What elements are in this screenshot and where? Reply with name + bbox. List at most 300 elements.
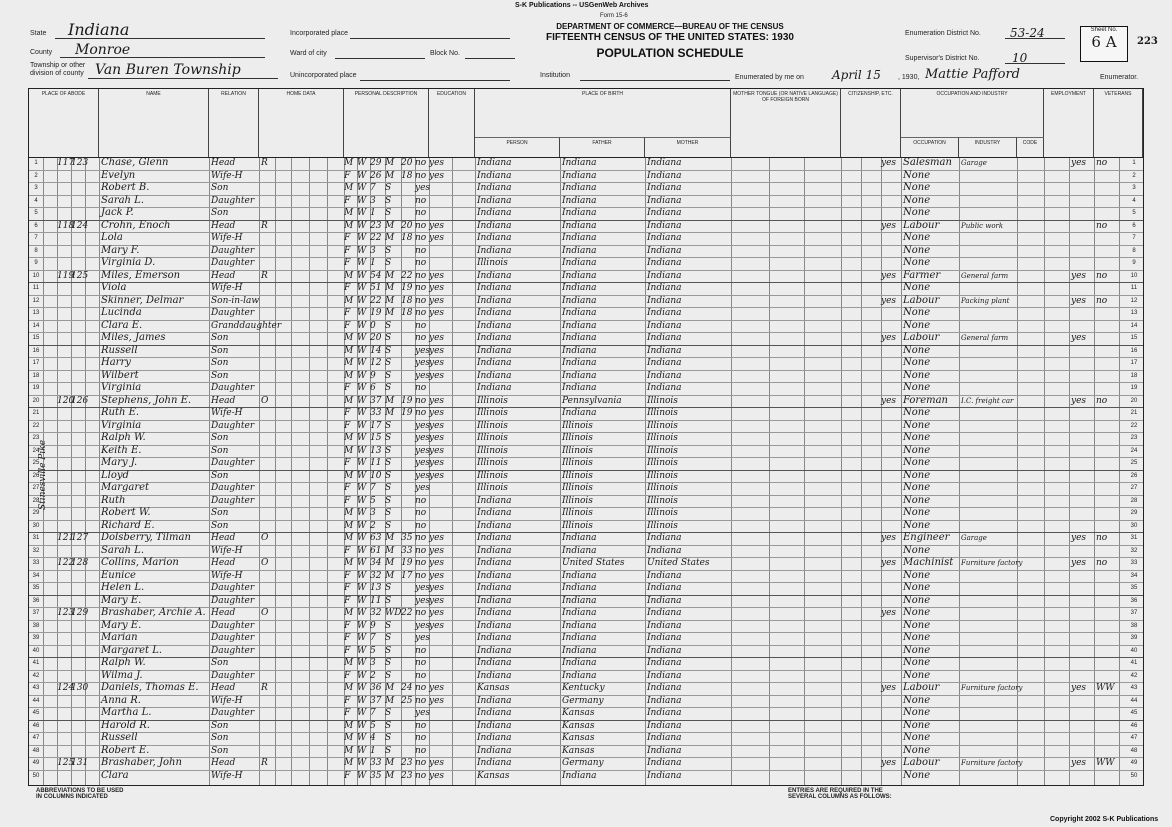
cell-occupation: None (903, 632, 931, 643)
cell-father-birthplace: Illinois (562, 508, 593, 518)
row-number: 1 (1132, 160, 1136, 166)
cell-marital: S (385, 333, 392, 343)
cell-mother-birthplace: Indiana (647, 683, 682, 693)
cell-occupation: None (903, 594, 931, 606)
row-number: 31 (32, 535, 40, 541)
cell-literate: yes (429, 683, 445, 693)
cell-name: Virginia (101, 419, 142, 431)
cell-mother-birthplace: Illinois (647, 508, 678, 518)
cell-marital: M (385, 283, 395, 293)
row-number: 32 (1130, 547, 1138, 554)
cell-marital: S (385, 583, 392, 593)
cell-marital: S (385, 183, 392, 193)
row-number: 11 (1130, 285, 1138, 291)
cell-dwelling: 118 (57, 220, 75, 231)
cell-marital: S (385, 733, 392, 743)
cell-age: 26 (370, 170, 382, 181)
row-number: 40 (32, 647, 40, 654)
cell-occupation: None (903, 444, 931, 456)
cell-age: 13 (370, 583, 382, 593)
cell-occupation: Labour (903, 219, 940, 231)
cell-father-birthplace: Pennsylvania (562, 395, 622, 406)
cell-race: W (357, 708, 367, 718)
sub-header-4: OCCUPATION (901, 137, 959, 157)
cell-race: W (357, 333, 367, 343)
cell-marital: S (385, 720, 392, 731)
cell-father-birthplace: Indiana (562, 245, 597, 256)
cell-school: yes (415, 583, 431, 593)
cell-relation: Head (211, 558, 236, 568)
row-number: 29 (1130, 510, 1138, 516)
cell-name: Marian (101, 632, 138, 643)
cell-school: no (415, 645, 427, 656)
cell-mother-birthplace: Indiana (647, 770, 682, 781)
cell-race: W (357, 208, 367, 218)
cell-occupation: None (903, 469, 931, 481)
cell-sex: M (344, 295, 354, 306)
cell-relation: Head (211, 395, 236, 406)
cell-race: W (357, 658, 367, 668)
cell-birthplace: Indiana (477, 383, 512, 393)
cell-family: 131 (71, 758, 89, 768)
cell-sex: M (344, 433, 354, 443)
cell-relation: Daughter (211, 458, 255, 468)
cell-occupation: None (903, 707, 931, 718)
cell-school: yes (415, 620, 431, 631)
cell-marital: M (385, 558, 395, 568)
cell-age-married: 35 (401, 533, 413, 543)
cell-sex: F (344, 620, 351, 631)
footer-abbreviations: ABBREVIATIONS TO BE USED IN COLUMNS INDICATED (36, 788, 124, 800)
cell-marital: S (385, 508, 392, 518)
cell-occupation: None (903, 207, 931, 218)
row-number: 16 (32, 347, 40, 354)
cell-relation: Daughter (211, 595, 255, 606)
cell-name: Dolsberry, Tilman (101, 532, 191, 543)
cell-relation: Son (211, 745, 229, 756)
cell-relation: Granddaughter (211, 320, 282, 331)
row-number: 3 (1132, 185, 1136, 191)
cell-school: yes (415, 370, 431, 381)
cell-race: W (357, 295, 367, 306)
cell-school: no (415, 533, 427, 543)
row-number: 3 (34, 185, 38, 191)
cell-marital: S (385, 208, 392, 218)
cell-age-married: 25 (401, 695, 413, 706)
cell-relation: Wife-H (211, 233, 243, 243)
cell-age: 63 (370, 533, 382, 543)
cell-family: 130 (71, 683, 89, 693)
supervisor-label: Supervisor's District No. (905, 55, 980, 62)
cell-occupation: None (903, 369, 931, 381)
cell-school: no (415, 545, 427, 556)
cell-veteran: no (1096, 270, 1108, 281)
row-number: 7 (1132, 235, 1136, 241)
cell-name: Crohn, Enoch (101, 219, 171, 231)
cell-race: W (357, 570, 367, 581)
row-number: 19 (1130, 385, 1138, 391)
cell-school: no (415, 258, 427, 268)
row-number: 21 (1130, 410, 1138, 416)
cell-race: W (357, 358, 367, 368)
cell-age: 23 (370, 220, 382, 231)
row-number: 48 (32, 747, 40, 754)
cell-industry: I.C. freight car (961, 396, 1014, 405)
cell-marital: M (385, 295, 395, 306)
cell-name: Skinner, Delmar (101, 294, 184, 306)
row-number: 8 (34, 247, 38, 254)
row-number: 39 (1130, 635, 1138, 641)
cell-sex: M (344, 720, 354, 731)
incorporated-label: Incorporated place (290, 30, 348, 37)
department-title: DEPARTMENT OF COMMERCE—BUREAU OF THE CENSUS (556, 22, 784, 31)
cell-birthplace: Indiana (477, 308, 512, 318)
cell-sex: F (344, 708, 351, 718)
cell-age: 9 (370, 370, 376, 381)
row-number: 14 (32, 322, 40, 329)
row-number: 31 (1130, 535, 1138, 541)
cell-sex: M (344, 520, 354, 531)
cell-age: 20 (370, 333, 382, 343)
cell-marital: S (385, 383, 392, 393)
township-value: Van Buren Township (95, 62, 241, 78)
cell-mother-birthplace: Indiana (647, 358, 682, 368)
column-header-10: OCCUPATION AND INDUSTRY (901, 89, 1044, 157)
row-number: 6 (34, 222, 38, 229)
cell-mother-birthplace: Indiana (647, 620, 682, 631)
cell-age-married: 22 (401, 608, 413, 618)
cell-literate: yes (429, 333, 445, 343)
cell-birthplace: Kansas (477, 770, 510, 781)
cell-school: no (415, 658, 427, 668)
cell-occupation: Foreman (903, 394, 948, 406)
cell-school: no (415, 320, 427, 331)
cell-mother-birthplace: Illinois (647, 458, 678, 468)
row-number: 24 (1130, 447, 1138, 454)
cell-father-birthplace: Indiana (562, 645, 597, 656)
cell-age: 32 (370, 570, 382, 581)
cell-sex: M (344, 158, 354, 168)
footer (28, 784, 1142, 822)
cell-father-birthplace: Illinois (562, 433, 593, 443)
cell-birthplace: Indiana (477, 545, 512, 556)
row-number: 41 (32, 660, 40, 666)
cell-industry: Public work (961, 221, 1004, 230)
sheet-value: 6 A (1091, 33, 1117, 51)
cell-sex: F (344, 420, 351, 431)
institution-label: Institution (540, 72, 570, 79)
cell-father-birthplace: Indiana (562, 620, 597, 631)
cell-speaks-english: yes (881, 608, 897, 618)
cell-industry: Furniture factory (961, 559, 1023, 567)
cell-dwelling: 121 (57, 533, 75, 543)
cell-mother-birthplace: Indiana (647, 645, 682, 656)
cell-family: 126 (71, 395, 89, 406)
cell-mother-birthplace: Illinois (647, 433, 678, 443)
cell-birthplace: Indiana (477, 508, 512, 518)
cell-sex: M (344, 745, 354, 756)
cell-father-birthplace: Indiana (562, 208, 597, 218)
cell-age: 22 (370, 295, 382, 306)
county-label: County (30, 49, 53, 56)
cell-relation: Daughter (211, 420, 255, 431)
cell-sex: F (344, 545, 351, 556)
cell-race: W (357, 733, 367, 743)
row-number: 45 (1130, 710, 1138, 716)
cell-literate: yes (429, 620, 445, 631)
cell-school: yes (415, 483, 431, 493)
row-number: 49 (1130, 760, 1138, 766)
cell-marital: WD (385, 608, 402, 618)
cell-speaks-english: yes (881, 533, 897, 543)
cell-age: 22 (370, 233, 382, 243)
cell-marital: M (385, 308, 395, 318)
row-number: 6 (1132, 222, 1136, 229)
cell-birthplace: Illinois (477, 470, 508, 481)
cell-occupation: None (903, 282, 931, 293)
cell-age-married: 20 (401, 158, 413, 168)
cell-literate: yes (429, 545, 445, 556)
cell-race: W (357, 683, 367, 693)
cell-marital: M (385, 770, 395, 781)
cell-race: W (357, 470, 367, 481)
census-title: FIFTEENTH CENSUS OF THE UNITED STATES: 1930 (546, 32, 794, 43)
cell-literate: yes (429, 608, 445, 618)
cell-school: yes (415, 183, 431, 193)
row-number: 18 (1130, 372, 1138, 379)
cell-occupation: None (903, 344, 931, 356)
enumerator-label: Enumerator. (1100, 74, 1139, 81)
cell-father-birthplace: Indiana (562, 158, 597, 168)
cell-occupation: Salesman (903, 157, 952, 168)
row-number: 15 (1130, 335, 1138, 341)
cell-dwelling: 122 (57, 558, 75, 568)
cell-father-birthplace: Indiana (562, 345, 597, 356)
cell-mother-birthplace: Illinois (647, 483, 678, 493)
cell-mother-birthplace: Indiana (647, 633, 682, 643)
cell-industry: Packing plant (961, 296, 1010, 305)
cell-mother-birthplace: Indiana (647, 695, 682, 706)
cell-occupation: Labour (903, 294, 940, 306)
cell-race: W (357, 745, 367, 756)
cell-father-birthplace: Indiana (562, 258, 597, 268)
cell-sex: M (344, 270, 354, 281)
supervisor-value: 10 (1012, 51, 1028, 65)
cell-occupation: None (903, 319, 931, 331)
cell-father-birthplace: Indiana (562, 408, 597, 418)
row-number: 23 (32, 435, 40, 441)
cell-birthplace: Indiana (477, 345, 512, 356)
cell-name: Margaret (101, 482, 150, 493)
cell-father-birthplace: Illinois (562, 458, 593, 468)
cell-name: Eunice (101, 569, 136, 581)
cell-birthplace: Kansas (477, 683, 510, 693)
cell-name: Brashaber, John (101, 757, 182, 768)
cell-literate: yes (429, 583, 445, 593)
cell-marital: M (385, 570, 395, 581)
cell-sex: M (344, 658, 354, 668)
cell-occupation: None (903, 494, 931, 506)
row-number: 22 (1130, 422, 1138, 429)
row-number: 9 (1132, 260, 1136, 266)
cell-age: 29 (370, 158, 382, 168)
cell-birthplace: Illinois (477, 458, 508, 468)
cell-race: W (357, 545, 367, 556)
cell-occupation: None (903, 482, 931, 493)
cell-school: yes (415, 458, 431, 468)
row-number: 1 (34, 160, 38, 166)
cell-birthplace: Indiana (477, 495, 512, 506)
cell-mother-birthplace: Indiana (647, 708, 682, 718)
cell-mother-birthplace: Illinois (647, 470, 678, 481)
cell-father-birthplace: Illinois (562, 445, 593, 456)
row-number: 46 (32, 722, 40, 729)
cell-industry: Furniture factory (961, 684, 1023, 692)
cell-occupation: None (903, 582, 931, 593)
cell-literate: yes (429, 270, 445, 281)
row-number: 29 (32, 510, 40, 516)
population-table (28, 88, 1144, 786)
year-label: , 1930, (898, 74, 920, 81)
cell-mother-birthplace: Indiana (647, 570, 682, 581)
cell-mother-birthplace: Indiana (647, 745, 682, 756)
cell-birthplace: Illinois (477, 420, 508, 431)
column-header-8: MOTHER TONGUE (OR NATIVE LANGUAGE) OF FOREIGN BORN (731, 89, 841, 157)
cell-industry: Garage (961, 534, 987, 542)
cell-relation: Son (211, 358, 229, 368)
cell-name: Mary E. (101, 619, 142, 631)
cell-race: W (357, 220, 367, 231)
cell-occupation: None (903, 769, 931, 781)
cell-family: 128 (71, 558, 89, 568)
cell-race: W (357, 458, 367, 468)
cell-occupation: None (903, 407, 931, 418)
cell-father-birthplace: Germany (562, 758, 604, 768)
cell-marital: S (385, 470, 392, 481)
cell-school: no (415, 570, 427, 581)
cell-name: Wilbert (101, 369, 139, 381)
publisher-top: S-K Publications -- USGenWeb Archives (515, 2, 649, 9)
row-number: 12 (32, 297, 40, 304)
cell-school: no (415, 508, 427, 518)
cell-relation: Son (211, 183, 229, 193)
cell-marital: S (385, 345, 392, 356)
row-number: 9 (34, 260, 38, 266)
cell-marital: S (385, 483, 392, 493)
cell-relation: Son (211, 658, 229, 668)
cell-name: Sarah L. (101, 544, 144, 556)
cell-birthplace: Illinois (477, 408, 508, 418)
cell-age: 5 (370, 495, 376, 506)
cell-mother-birthplace: Indiana (647, 245, 682, 256)
cell-father-birthplace: Illinois (562, 520, 593, 531)
block-label: Block No. (430, 50, 460, 57)
column-header-4: HOME DATA (259, 89, 344, 157)
cell-name: Lucinda (101, 307, 142, 318)
cell-father-birthplace: Indiana (562, 283, 597, 293)
cell-father-birthplace: Illinois (562, 470, 593, 481)
cell-name: Keith E. (101, 444, 142, 456)
cell-home-tenure: R (261, 220, 268, 231)
row-number: 50 (32, 772, 40, 779)
enumerated-label: Enumerated by me on (735, 74, 804, 81)
cell-race: W (357, 383, 367, 393)
cell-father-birthplace: Kentucky (562, 683, 605, 693)
row-number: 48 (1130, 747, 1138, 754)
state-value: Indiana (68, 20, 130, 39)
cell-race: W (357, 158, 367, 168)
cell-name: Martha L. (101, 707, 152, 718)
cell-relation: Wife-H (211, 570, 243, 581)
cell-speaks-english: yes (881, 558, 897, 568)
cell-mother-birthplace: Indiana (647, 258, 682, 268)
cell-relation: Daughter (211, 258, 255, 268)
cell-race: W (357, 483, 367, 493)
row-number: 37 (32, 610, 40, 616)
cell-home-tenure: O (261, 395, 269, 406)
cell-relation: Daughter (211, 495, 255, 506)
row-number: 34 (1130, 572, 1138, 579)
cell-industry: Garage (961, 159, 987, 167)
cell-birthplace: Indiana (477, 520, 512, 531)
cell-occupation: Machinist (903, 557, 954, 568)
cell-occupation: None (903, 169, 931, 181)
cell-school: no (415, 195, 427, 206)
cell-mother-birthplace: Indiana (647, 295, 682, 306)
cell-name: Mary F. (101, 244, 140, 256)
cell-relation: Head (211, 608, 236, 618)
cell-name: Richard E. (101, 519, 155, 531)
cell-literate: yes (429, 233, 445, 243)
cell-age-married: 19 (401, 408, 413, 418)
cell-age: 17 (370, 420, 382, 431)
cell-marital: S (385, 445, 392, 456)
cell-occupation: None (903, 669, 931, 681)
cell-race: W (357, 583, 367, 593)
cell-name: Virginia (101, 382, 142, 393)
cell-father-birthplace: Kansas (562, 745, 595, 756)
cell-age-married: 23 (401, 758, 413, 768)
cell-marital: S (385, 745, 392, 756)
cell-race: W (357, 720, 367, 731)
cell-school: no (415, 395, 427, 406)
cell-school: yes (415, 358, 431, 368)
cell-school: no (415, 270, 427, 281)
row-number: 5 (34, 210, 38, 216)
cell-age: 3 (370, 508, 376, 518)
cell-relation: Daughter (211, 620, 255, 631)
cell-literate: yes (429, 220, 445, 231)
cell-literate: yes (429, 458, 445, 468)
cell-birthplace: Indiana (477, 633, 512, 643)
enumeration-date: April 15 (832, 68, 881, 82)
cell-age: 3 (370, 245, 376, 256)
cell-mother-birthplace: Indiana (647, 758, 682, 768)
cell-age: 2 (370, 520, 376, 531)
cell-school: no (415, 283, 427, 293)
cell-relation: Daughter (211, 308, 255, 318)
row-number: 24 (32, 447, 40, 454)
cell-birthplace: Illinois (477, 395, 508, 406)
row-number: 20 (1130, 397, 1138, 404)
row-number: 38 (1130, 622, 1138, 629)
cell-speaks-english: yes (881, 270, 897, 281)
cell-marital: S (385, 620, 392, 631)
cell-race: W (357, 270, 367, 281)
cell-marital: S (385, 258, 392, 268)
cell-dwelling: 125 (57, 758, 75, 768)
cell-mother-birthplace: Indiana (647, 720, 682, 731)
